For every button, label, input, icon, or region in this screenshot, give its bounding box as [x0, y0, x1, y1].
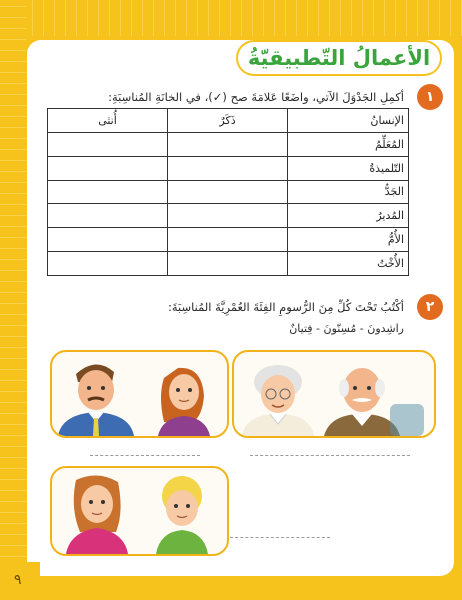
- page-number: ٩: [14, 572, 22, 588]
- answer-cell-male[interactable]: [168, 156, 288, 180]
- table-row: [48, 156, 409, 180]
- column-header-female: أُنثى: [48, 109, 168, 133]
- answer-cell-male[interactable]: [168, 228, 288, 252]
- table-row: [48, 228, 409, 252]
- row-label: المُديرُ: [288, 204, 409, 228]
- picture-children: [50, 466, 229, 556]
- answer-cell-female[interactable]: [48, 252, 168, 276]
- answer-table: [47, 108, 409, 276]
- answer-cell-female[interactable]: [48, 228, 168, 252]
- row-label: الأُمُّ: [288, 228, 409, 252]
- elderly-couple-illustration: [234, 352, 434, 436]
- row-label: المُعَلِّمُ: [288, 132, 409, 156]
- picture-adults: [50, 350, 229, 438]
- age-group-options: راشِدونَ - مُسِنّونَ - فِتيانٌ: [289, 322, 404, 335]
- column-header-male: ذَكَرٌ: [168, 109, 288, 133]
- answer-cell-male[interactable]: [168, 252, 288, 276]
- answer-cell-female[interactable]: [48, 180, 168, 204]
- exercise-1-instruction: أكمِلِ الجَدْوَلَ الآتي، واضَعًا عَلامَةَ صح (✓)، في الخانَةِ المُناسِبَةِ:: [108, 90, 404, 104]
- page-title: الأعمالُ التّطبيقيّةُ: [247, 46, 431, 70]
- decorative-top-strip: [0, 0, 462, 36]
- title-banner: [236, 40, 442, 76]
- table-row: [48, 132, 409, 156]
- column-header-noun: الإنسانُ: [288, 109, 409, 133]
- table-row: [48, 204, 409, 228]
- row-label: الجَدُّ: [288, 180, 409, 204]
- row-label: التّلميذةُ: [288, 156, 409, 180]
- table-row: [48, 252, 409, 276]
- answer-line-adults[interactable]: [90, 455, 200, 456]
- answer-cell-male[interactable]: [168, 180, 288, 204]
- decorative-left-strip: [0, 0, 26, 600]
- picture-elderly-couple: [232, 350, 436, 438]
- answer-cell-female[interactable]: [48, 132, 168, 156]
- row-label: الأُخْتُ: [288, 252, 409, 276]
- answer-line-elderly[interactable]: [250, 455, 410, 456]
- answer-cell-male[interactable]: [168, 204, 288, 228]
- answer-line-children[interactable]: [230, 537, 330, 538]
- exercise-2-instruction: أكْتُبُ تَحْتَ كُلِّ مِنَ الرُّسومِ الفِئَةَ العُمْرِيَّةَ المُناسِبَةَ:: [167, 300, 404, 314]
- table-row: [48, 180, 409, 204]
- answer-cell-female[interactable]: [48, 156, 168, 180]
- exercise-1-number-badge: ١: [417, 84, 443, 110]
- adults-illustration: [52, 352, 227, 436]
- children-illustration: [52, 468, 227, 554]
- answer-cell-male[interactable]: [168, 132, 288, 156]
- answer-cell-female[interactable]: [48, 204, 168, 228]
- exercise-2-number-badge: ٢: [417, 294, 443, 320]
- table-header-row: [48, 109, 409, 133]
